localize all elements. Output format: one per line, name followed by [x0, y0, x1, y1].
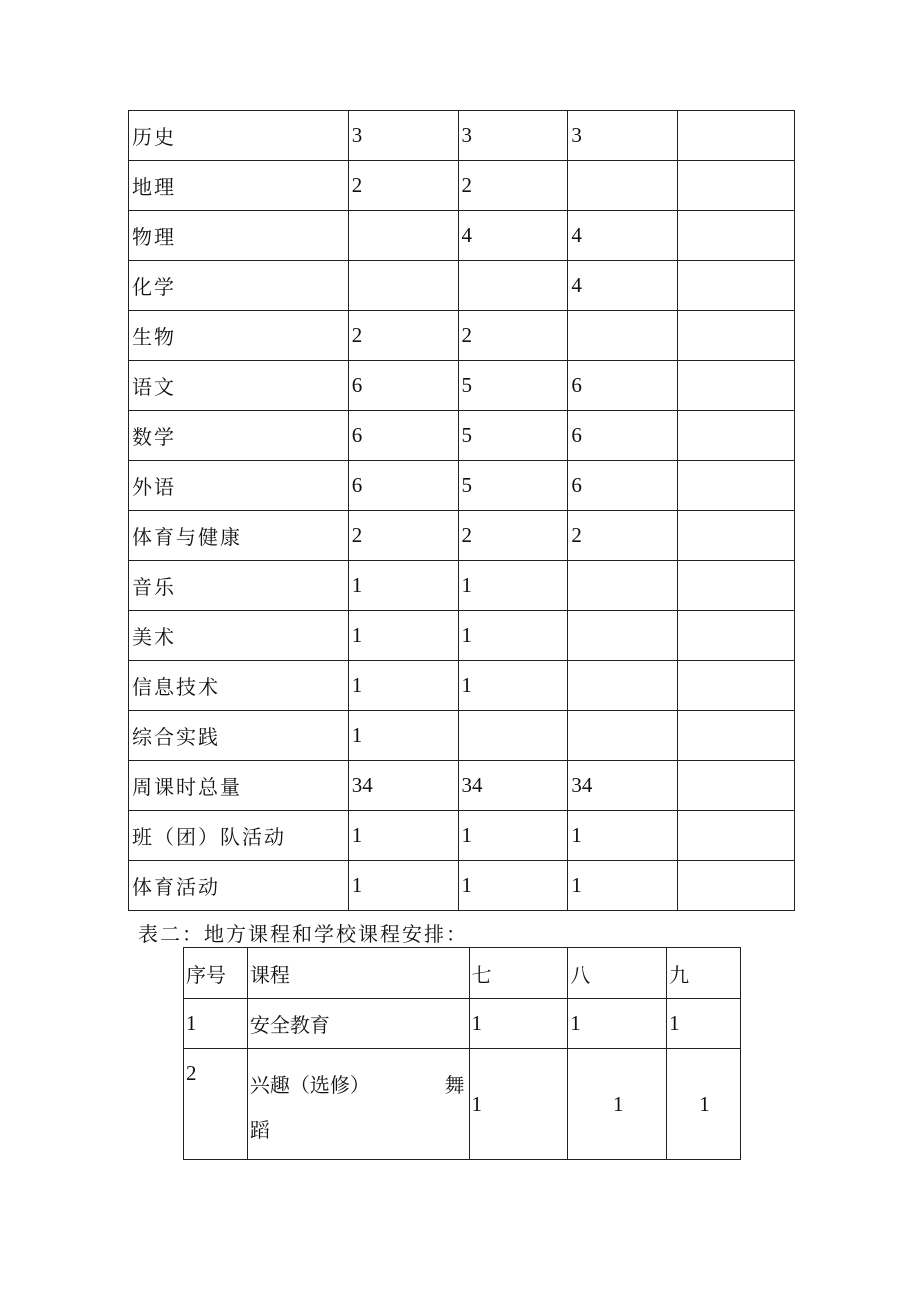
grade-7-hours: [348, 261, 458, 311]
table-row: [129, 661, 795, 711]
grade-9-hours: [568, 311, 678, 361]
grade-9-hours: [568, 561, 678, 611]
grade-8-hours: [458, 261, 568, 311]
table-header-row: [184, 948, 741, 999]
note-cell: [678, 511, 795, 561]
subject-name: 综合实践: [129, 711, 349, 761]
subject-name: 体育活动: [129, 861, 349, 911]
grade-7-hours: 3: [348, 111, 458, 161]
grade-9-hours: 2: [568, 511, 678, 561]
grade-9-hours: 1: [568, 861, 678, 911]
subject-name: 体育与健康: [129, 511, 349, 561]
grade-7-hours: 6: [348, 461, 458, 511]
grade-8-hours: 2: [458, 311, 568, 361]
grade-8-hours: 1: [568, 1049, 667, 1160]
note-cell: [678, 861, 795, 911]
grade-9-hours: 6: [568, 411, 678, 461]
grade-7-hours: [348, 211, 458, 261]
header-course: 课程: [247, 948, 469, 999]
subject-name: 外语: [129, 461, 349, 511]
grade-7-hours: 1: [348, 611, 458, 661]
table-row: [129, 411, 795, 461]
grade-9-hours: 3: [568, 111, 678, 161]
table-row: [129, 161, 795, 211]
grade-8-hours: 5: [458, 461, 568, 511]
grade-7-hours: 1: [348, 811, 458, 861]
table-row: [129, 861, 795, 911]
grade-9-hours: 6: [568, 461, 678, 511]
table-row: [129, 761, 795, 811]
grade-8-hours: 1: [568, 999, 667, 1049]
curriculum-table-body: [129, 111, 795, 911]
table-row: [129, 311, 795, 361]
note-cell: [678, 361, 795, 411]
header-grade-9: 九: [667, 948, 741, 999]
header-grade-7: 七: [469, 948, 568, 999]
serial-no: 1: [184, 999, 248, 1049]
grade-8-hours: 3: [458, 111, 568, 161]
note-cell: [678, 311, 795, 361]
grade-8-hours: 34: [458, 761, 568, 811]
header-serial-no: 序号: [184, 948, 248, 999]
subject-name: 信息技术: [129, 661, 349, 711]
table-row: [129, 711, 795, 761]
note-cell: [678, 661, 795, 711]
grade-7-hours: 1: [348, 711, 458, 761]
grade-7-hours: 1: [348, 561, 458, 611]
grade-9-hours: 1: [667, 1049, 741, 1160]
table-row: [129, 511, 795, 561]
course-name-part: 舞: [444, 1073, 465, 1097]
table-row: [184, 1049, 741, 1160]
subject-name: 化学: [129, 261, 349, 311]
grade-9-hours: [568, 611, 678, 661]
grade-8-hours: 1: [458, 811, 568, 861]
subject-name: 生物: [129, 311, 349, 361]
note-cell: [678, 261, 795, 311]
grade-8-hours: [458, 711, 568, 761]
grade-7-hours: 1: [469, 1049, 568, 1160]
grade-8-hours: 5: [458, 361, 568, 411]
grade-7-hours: 1: [348, 861, 458, 911]
header-grade-8: 八: [568, 948, 667, 999]
grade-8-hours: 5: [458, 411, 568, 461]
subject-name: 历史: [129, 111, 349, 161]
note-cell: [678, 761, 795, 811]
grade-8-hours: 1: [458, 861, 568, 911]
note-cell: [678, 211, 795, 261]
note-cell: [678, 461, 795, 511]
grade-9-hours: [568, 161, 678, 211]
grade-9-hours: [568, 711, 678, 761]
grade-8-hours: 2: [458, 161, 568, 211]
grade-7-hours: 1: [469, 999, 568, 1049]
grade-7-hours: 2: [348, 511, 458, 561]
subject-name: 物理: [129, 211, 349, 261]
grade-7-hours: 34: [348, 761, 458, 811]
grade-8-hours: 2: [458, 511, 568, 561]
note-cell: [678, 811, 795, 861]
subject-name: 语文: [129, 361, 349, 411]
grade-7-hours: 6: [348, 361, 458, 411]
note-cell: [678, 411, 795, 461]
course-name-part: 蹈: [249, 1118, 270, 1142]
table2-caption: 表二：地方课程和学校课程安排：: [138, 922, 468, 946]
table-row: [184, 999, 741, 1049]
grade-8-hours: 1: [458, 561, 568, 611]
note-cell: [678, 561, 795, 611]
grade-9-hours: [568, 661, 678, 711]
grade-7-hours: 6: [348, 411, 458, 461]
subject-name: 班（团）队活动: [129, 811, 349, 861]
subject-name: 地理: [129, 161, 349, 211]
subject-name: 音乐: [129, 561, 349, 611]
table-row: [129, 611, 795, 661]
table-row: [129, 461, 795, 511]
grade-9-hours: 1: [568, 811, 678, 861]
grade-9-hours: 6: [568, 361, 678, 411]
table-row: [129, 811, 795, 861]
local-school-course-table: [183, 947, 741, 1160]
grade-9-hours: 34: [568, 761, 678, 811]
grade-8-hours: 4: [458, 211, 568, 261]
course-name-part: 兴趣（选修）: [249, 1073, 370, 1097]
grade-9-hours: 1: [667, 999, 741, 1049]
grade-8-hours: 1: [458, 611, 568, 661]
grade-7-hours: 2: [348, 311, 458, 361]
grade-7-hours: 1: [348, 661, 458, 711]
course-name: 安全教育: [247, 999, 469, 1049]
course-name-cell: [247, 1049, 469, 1160]
note-cell: [678, 611, 795, 661]
subject-name: 美术: [129, 611, 349, 661]
table-row: [129, 211, 795, 261]
note-cell: [678, 111, 795, 161]
subject-name: 周课时总量: [129, 761, 349, 811]
table-row: [129, 361, 795, 411]
grade-8-hours: 1: [458, 661, 568, 711]
curriculum-table: [128, 110, 795, 911]
note-cell: [678, 711, 795, 761]
serial-no: 2: [184, 1049, 248, 1160]
grade-7-hours: 2: [348, 161, 458, 211]
subject-name: 数学: [129, 411, 349, 461]
table-row: [129, 111, 795, 161]
note-cell: [678, 161, 795, 211]
table-row: [129, 261, 795, 311]
grade-9-hours: 4: [568, 211, 678, 261]
table-row: [129, 561, 795, 611]
grade-9-hours: 4: [568, 261, 678, 311]
